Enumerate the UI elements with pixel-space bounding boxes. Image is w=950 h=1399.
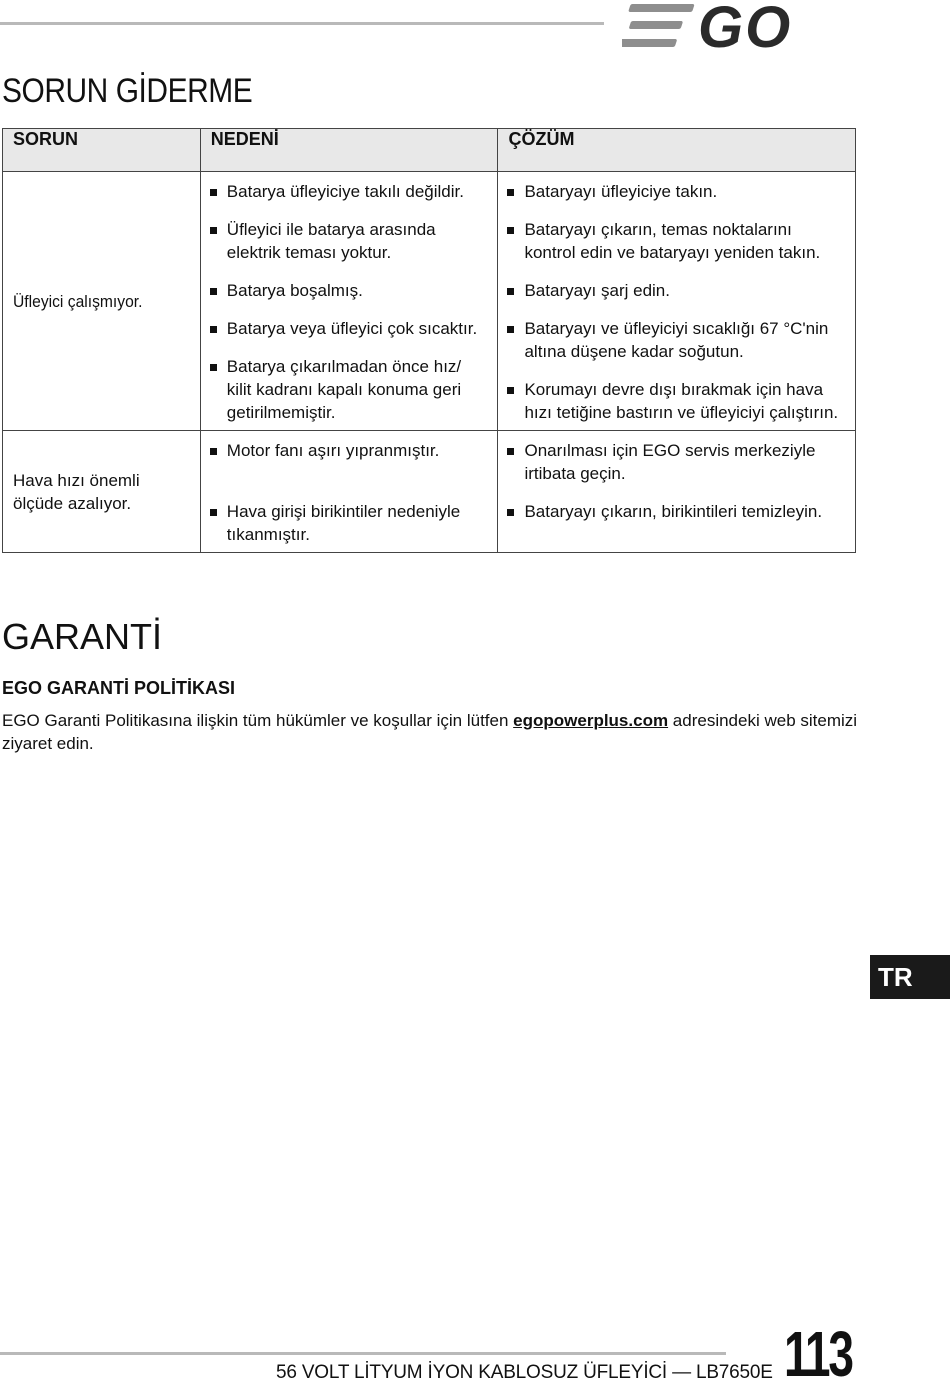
solution-item: Korumayı devre dışı bırakmak için hava hızı tetiğine bastırın ve üfleyiciyi çalıştırın. [524, 378, 845, 424]
cause-item: Batarya üfleyiciye takılı değildir. [227, 180, 488, 203]
solution-cell [498, 431, 856, 553]
warranty-text-before: EGO Garanti Politikasına ilişkin tüm hükümler ve koşullar için lütfen [2, 711, 514, 730]
cause-item: Batarya boşalmış. [227, 279, 488, 302]
warranty-text [2, 709, 862, 755]
warranty-subtitle: EGO GARANTİ POLİTİKASI [2, 678, 236, 698]
solution-item: Onarılması için EGO servis merkeziyle irtibata geçin. [524, 439, 845, 485]
troubleshooting-table [2, 128, 856, 553]
warranty-title: GARANTİ [2, 616, 163, 657]
footer-rule [0, 1352, 726, 1355]
header-rule [0, 22, 604, 25]
problem-text: Üfleyici çalışmıyor. [13, 291, 143, 311]
solution-cell [498, 172, 856, 431]
cause-item: Üfleyici ile batarya arasında elektrik teması yoktur. [227, 218, 488, 264]
solution-item: Bataryayı üfleyiciye takın. [524, 180, 845, 203]
solution-item: Bataryayı çıkarın, birikintileri temizleyin. [524, 500, 845, 523]
solution-item: Bataryayı ve üfleyiciyi sıcaklığı 67 °C'nin altına düşene kadar soğutun. [524, 317, 845, 363]
problem-cell [3, 172, 201, 431]
warranty-text-after: adresindeki web sitemizi ziyaret edin. [2, 711, 858, 753]
language-tab: TR [870, 955, 950, 999]
page-number: 113 [784, 1318, 852, 1390]
page-title: SORUN GİDERME [2, 72, 253, 110]
cause-item: Hava girişi birikintiler nedeniyle tıkanmıştır. [227, 500, 488, 546]
problem-text: Hava hızı önemli ölçüde azalıyor. [13, 470, 140, 513]
cause-item: Motor fanı aşırı yıpranmıştır. [227, 439, 488, 462]
solution-item: Bataryayı şarj edin. [524, 279, 845, 302]
cause-item: Batarya çıkarılmadan önce hız/ kilit kadranı kapalı konuma geri getirilmemiştir. [227, 355, 488, 424]
warranty-website-link[interactable]: egopowerplus.com [513, 711, 669, 730]
table-header-row [3, 129, 856, 172]
table-row [3, 431, 856, 553]
footer-product-title: 56 VOLT LİTYUM İYON KABLOSUZ ÜFLEYİCİ — LB7650E [276, 1362, 773, 1383]
cause-item: Batarya veya üfleyici çok sıcaktır. [227, 317, 488, 340]
solution-item: Bataryayı çıkarın, temas noktalarını kontrol edin ve bataryayı yeniden takın. [524, 218, 845, 264]
column-header-solution: ÇÖZÜM [498, 129, 856, 172]
column-header-cause: NEDENİ [200, 129, 498, 172]
ego-logo [622, 0, 854, 52]
cause-cell [200, 172, 498, 431]
cause-cell [200, 431, 498, 553]
svg-text:GO: GO [698, 0, 793, 52]
column-header-problem: SORUN [3, 129, 201, 172]
problem-cell [3, 431, 201, 553]
table-row [3, 172, 856, 431]
